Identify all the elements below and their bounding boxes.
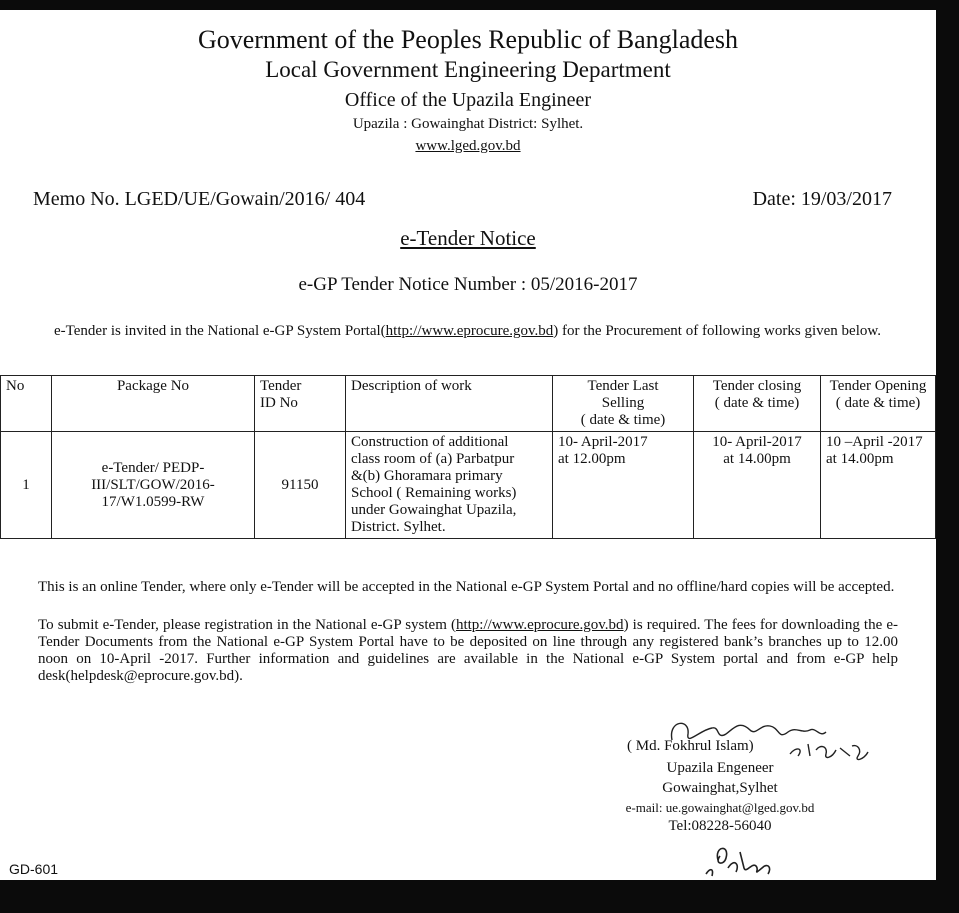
memo-number: Memo No. LGED/UE/Gowain/2016/ 404 xyxy=(33,188,366,210)
notice-number: e-GP Tender Notice Number : 05/2016-2017 xyxy=(298,274,638,295)
intro-paragraph xyxy=(46,322,906,340)
header-description: Description of work xyxy=(346,376,553,432)
tender-table xyxy=(0,375,936,539)
signatory-title: Upazila Engeneer xyxy=(666,760,774,776)
handwritten-initials-icon xyxy=(700,838,780,880)
header-last-selling: Tender Last Selling ( date & time) xyxy=(553,376,694,432)
cell-last-selling: 10- April-2017 at 12.00pm xyxy=(553,432,694,539)
office-heading: Office of the Upazila Engineer xyxy=(344,89,592,111)
cell-no: 1 xyxy=(1,432,52,539)
signatory-email[interactable]: e-mail: ue.gowainghat@lged.gov.bd xyxy=(625,800,815,815)
table-row xyxy=(1,432,936,539)
signatory-phone: Tel:08228-56040 xyxy=(668,818,772,834)
tender-notice-document xyxy=(0,10,936,880)
header-tender-id: Tender ID No xyxy=(255,376,346,432)
header-closing: Tender closing ( date & time) xyxy=(694,376,821,432)
eprocure-link[interactable]: http://www.eprocure.gov.bd xyxy=(385,323,554,339)
header-opening: Tender Opening ( date & time) xyxy=(821,376,936,432)
online-tender-paragraph: This is an online Tender, where only e-Tender will be accepted in the National e-GP System Portal and no offline/hard copies will be accepted. xyxy=(38,579,895,595)
signatory-name: ( Md. Fokhrul Islam) xyxy=(627,738,754,754)
cell-opening: 10 –April -2017 at 14.00pm xyxy=(821,432,936,539)
submission-paragraph xyxy=(38,617,898,685)
submission-text-before: To submit e-Tender, please registration in the National e-GP system ( xyxy=(38,617,456,633)
department-heading: Local Government Engineering Department xyxy=(265,57,671,82)
document-code: GD-601 xyxy=(9,861,59,877)
cell-closing: 10- April-2017 at 14.00pm xyxy=(694,432,821,539)
location-line: Upazila : Gowainghat District: Sylhet. xyxy=(352,116,584,132)
notice-title: e-Tender Notice xyxy=(400,226,536,250)
cell-description: Construction of additional class room of (a) Parbatpur &(b) Ghoramara primary School ( Remaining works) under Gowainghat Upazila, District. Sylhet. xyxy=(346,432,553,539)
intro-text-before: e-Tender is invited in the National e-GP System Portal( xyxy=(54,323,386,339)
intro-text-after: ) for the Procurement of following works given below. xyxy=(553,323,881,339)
eprocure-link-2[interactable]: http://www.eprocure.gov.bd xyxy=(455,617,624,633)
signatory-location: Gowainghat,Sylhet xyxy=(662,780,778,796)
cell-tender-id: 91150 xyxy=(255,432,346,539)
cell-package: e-Tender/ PEDP- III/SLT/GOW/2016- 17/W1.0599-RW xyxy=(52,432,255,539)
header-no: No xyxy=(1,376,52,432)
submission-text-after: ) is required. The fees for downloading the e-Tender Documents from the National e-GP System Portal have to be deposited on line through any registered bank’s branches up to 12.00 noon on 10-April -2017. Further information and guidelines are available in the National e-GP System portal and from e-GP help desk(helpdesk@eprocure.gov.bd). xyxy=(38,617,898,684)
memo-date: Date: 19/03/2017 xyxy=(752,188,892,210)
website-link[interactable]: www.lged.gov.bd xyxy=(415,138,521,154)
header-package: Package No xyxy=(52,376,255,432)
government-heading: Government of the Peoples Republic of Bangladesh xyxy=(197,25,739,54)
table-header-row xyxy=(1,376,936,432)
